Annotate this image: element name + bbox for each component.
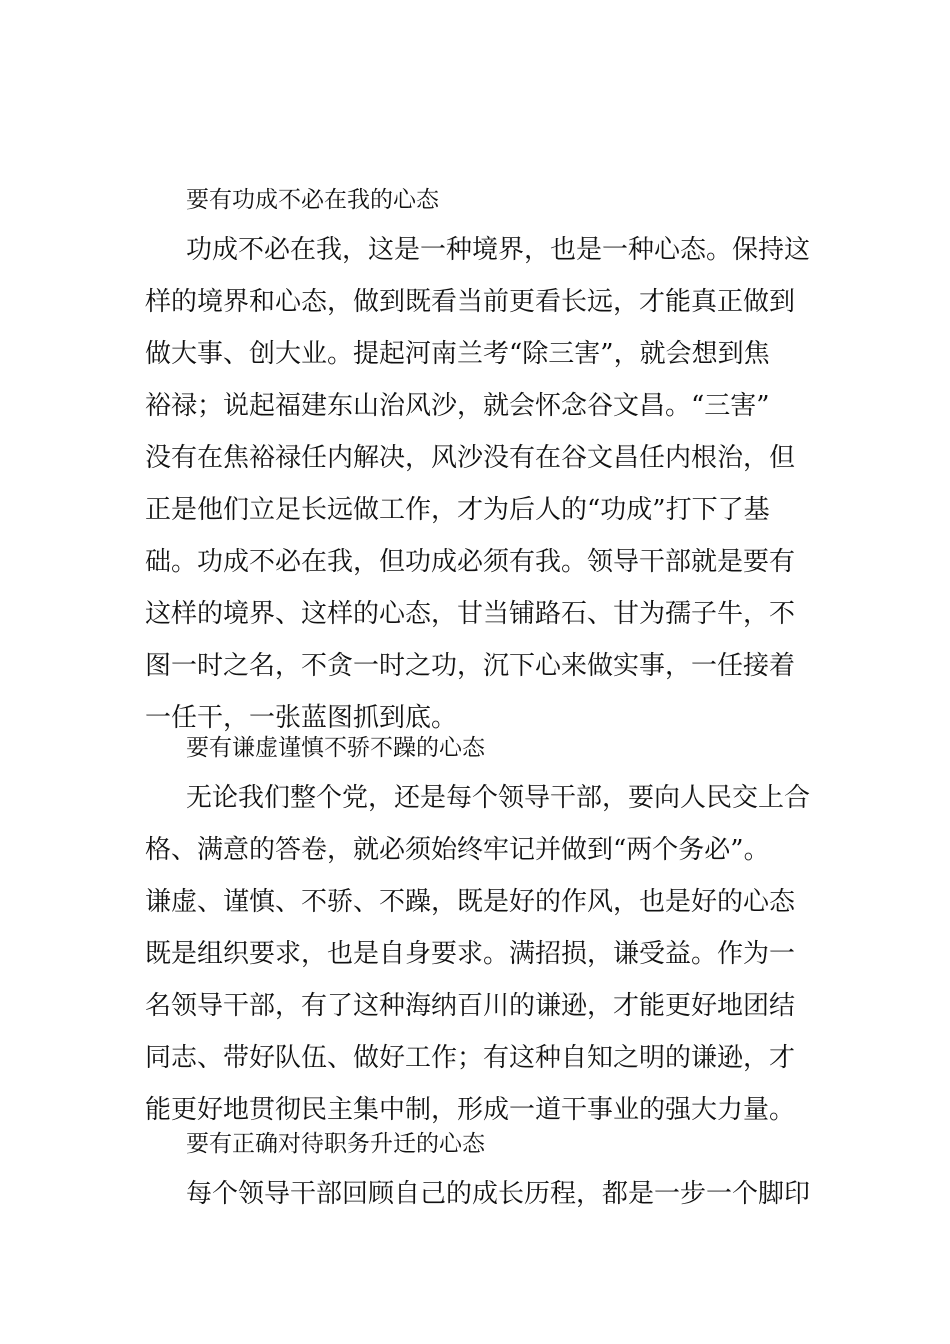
paragraph-line: 每个领导干部回顾自己的成长历程，都是一步一个脚印 — [186, 1179, 810, 1209]
paragraph-line: 础。功成不必在我，但功成必须有我。领导干部就是要有 — [145, 547, 796, 577]
paragraph-line: 格、满意的答卷，就必须始终牢记并做到“两个务必”。 — [145, 835, 770, 865]
paragraph-line: 图一时之名，不贪一时之功，沉下心来做实事，一任接着 — [145, 651, 796, 681]
paragraph-line: 谦虚、谨慎、不骄、不躁，既是好的作风，也是好的心态 — [145, 887, 796, 917]
paragraph-line: 样的境界和心态，做到既看当前更看长远，才能真正做到 — [145, 287, 796, 317]
paragraph-line: 名领导干部，有了这种海纳百川的谦逊，才能更好地团结 — [145, 991, 796, 1021]
paragraph-line: 没有在焦裕禄任内解决，风沙没有在谷文昌任内根治，但 — [145, 443, 796, 473]
paragraph-line: 功成不必在我，这是一种境界，也是一种心态。保持这 — [186, 235, 810, 265]
paragraph-line: 这样的境界、这样的心态，甘当铺路石、甘为孺子牛，不 — [145, 599, 796, 629]
paragraph-line: 裕禄；说起福建东山治风沙，就会怀念谷文昌。“三害” — [145, 391, 770, 421]
section-heading: 要有功成不必在我的心态 — [186, 187, 439, 213]
paragraph-line: 既是组织要求，也是自身要求。满招损，谦受益。作为一 — [145, 939, 796, 969]
paragraph-line: 正是他们立足长远做工作，才为后人的“功成”打下了基 — [145, 495, 770, 525]
section-heading: 要有谦虚谨慎不骄不躁的心态 — [186, 735, 485, 761]
paragraph-line: 一任干，一张蓝图抓到底。 — [145, 703, 458, 733]
paragraph-line: 同志、带好队伍、做好工作；有这种自知之明的谦逊，才 — [145, 1043, 796, 1073]
paragraph-line: 做大事、创大业。提起河南兰考“除三害”，就会想到焦 — [145, 339, 770, 369]
section-heading: 要有正确对待职务升迁的心态 — [186, 1131, 485, 1157]
paragraph-line: 无论我们整个党，还是每个领导干部，要向人民交上合 — [186, 783, 810, 813]
paragraph-line: 能更好地贯彻民主集中制，形成一道干事业的强大力量。 — [145, 1095, 796, 1125]
